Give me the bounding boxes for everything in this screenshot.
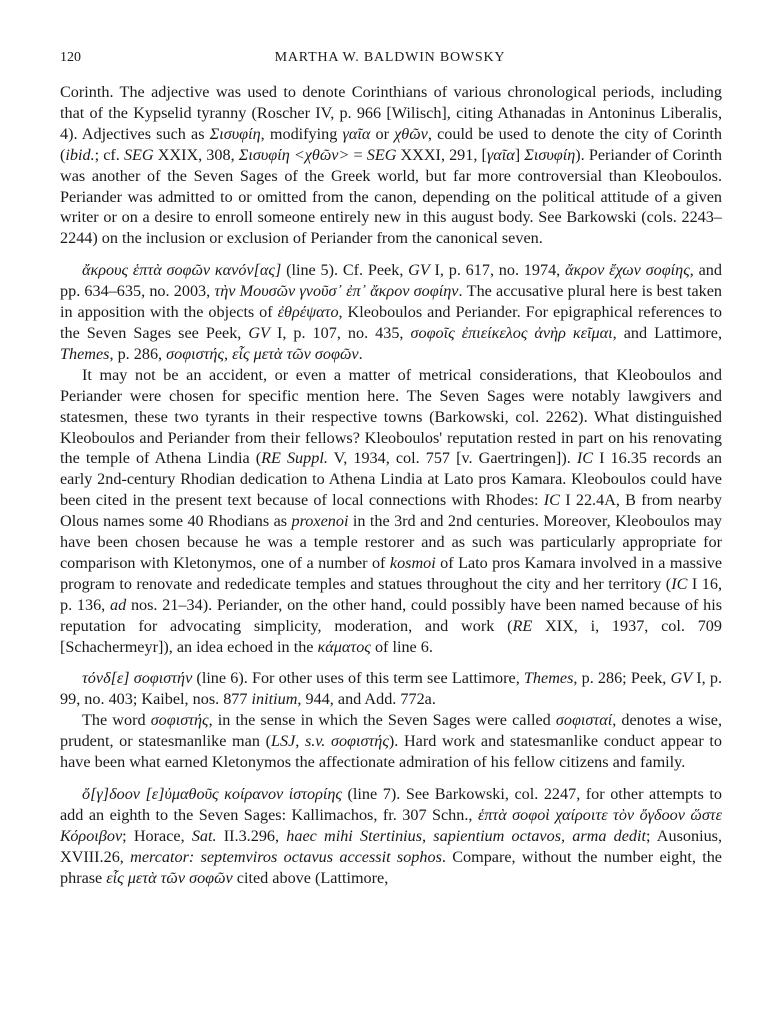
italic-run: LSJ, s.v. σοφιστής bbox=[270, 732, 389, 751]
paragraph-1 bbox=[60, 82, 722, 249]
italic-run: ἑπτὰ σοφοὶ χαίροιτε τὸν ὄγδοον ὥστε Κόροιβον bbox=[60, 805, 722, 845]
paragraph-3 bbox=[60, 365, 722, 658]
text-run: , and pp. 634–635, no. 2003, bbox=[60, 261, 722, 301]
text-run: ] bbox=[514, 145, 525, 164]
italic-run: GV bbox=[248, 323, 270, 342]
text-run: I, p. 617, no. 1974, bbox=[429, 261, 565, 280]
italic-run: RE bbox=[512, 616, 533, 635]
text-run: ; Horace, bbox=[122, 826, 192, 845]
italic-run: Sat. bbox=[191, 826, 217, 845]
italic-run: GV bbox=[670, 669, 693, 688]
italic-run: ὄ[γ]δοον [ε]ὐμαθοῦς κοίρανον ἱστορίης bbox=[82, 785, 342, 803]
text-run: , p. 286, bbox=[109, 344, 167, 363]
text-run: ; cf. bbox=[94, 145, 124, 164]
italic-run: ad bbox=[110, 595, 127, 614]
italic-run: haec mihi Stertinius, sapientium octavos, arma dedit bbox=[286, 826, 646, 845]
italic-run: proxenoi bbox=[291, 512, 349, 531]
italic-run: ibid. bbox=[65, 145, 95, 164]
italic-run: Themes bbox=[60, 344, 110, 363]
text-run: (line 5). Cf. Peek, bbox=[281, 261, 409, 280]
italic-run: IC bbox=[543, 491, 560, 510]
italic-run: γαῖα bbox=[342, 124, 371, 143]
italic-run: τόνδ[ε] σοφιστήν bbox=[82, 669, 193, 688]
italic-run: SEG bbox=[366, 145, 397, 164]
text-run: XXIX, 308, bbox=[153, 145, 239, 164]
text-run: , 944, and Add. 772a. bbox=[297, 690, 436, 709]
text-run: . bbox=[358, 344, 363, 363]
text-run: ; Ausonius, XVIII.26, bbox=[60, 826, 723, 866]
text-run: The word bbox=[82, 711, 151, 730]
italic-run: initium bbox=[251, 690, 298, 709]
text-run: XIX, i, 1937, col. 709 [Schachermeyr]), an idea echoed in the bbox=[60, 616, 722, 656]
text-run: , in the sense in which the Seven Sages were called bbox=[208, 711, 556, 730]
text-run: . The accusative plural here is best taken in apposition with the objects of bbox=[60, 282, 723, 322]
italic-run: σοφισταί bbox=[555, 711, 613, 730]
text-run: I 16, p. 136, bbox=[60, 574, 722, 614]
text-run: I, p. 107, no. 435, bbox=[269, 323, 411, 342]
text-run: nos. 21–34). Periander, on the other hand, could possibly have been named because of his reputation for advocating simplicity, moderation, and work ( bbox=[60, 595, 722, 635]
italic-run: Σισυφίη bbox=[524, 145, 576, 164]
italic-run: κάματος bbox=[317, 637, 371, 656]
text-run: I 22.4A, B from nearby Olous names some 40 Rhodians as bbox=[60, 491, 722, 531]
text-run: of Lato pros Kamara involved in a massive program to renovate and rededicate temples and statues throughout the city and her territory ( bbox=[60, 553, 722, 593]
italic-run: σοφιστής, εἷς μετὰ τῶν σοφῶν bbox=[166, 344, 359, 363]
italic-run: RE Suppl. bbox=[261, 449, 328, 468]
paragraph-6 bbox=[60, 784, 722, 889]
italic-run: σοφιστής bbox=[150, 711, 209, 730]
italic-run: Themes bbox=[523, 669, 574, 688]
text-run: of line 6. bbox=[370, 637, 433, 656]
italic-run: ἐθρέψατο bbox=[277, 303, 339, 322]
italic-run: kosmoi bbox=[389, 553, 436, 572]
text-run: , could be used to denote the city of Corinth ( bbox=[60, 124, 722, 164]
italic-run: εἷς μετὰ τῶν σοφῶν bbox=[106, 868, 233, 887]
text-run: It may not be an accident, or even a matter of metrical considerations, that Kleoboulos and Periander were chosen for specific mention here. The Seven Sages were notably lawgivers and statesmen, these two tyrants in their respective towns (Barkowski, col. 2262). What distinguished Kleoboulos and Periander from their fellows? Kleoboulos' reputation rested in part on his renovating the temple of Athena Lindia ( bbox=[60, 365, 722, 468]
text-run: ). Hard work and statesmanlike conduct appear to have been what earned Kletonymos the affectionate admiration of his fellow citizens and family. bbox=[60, 732, 722, 772]
text-run: , p. 286; Peek, bbox=[573, 669, 671, 688]
body-text bbox=[60, 82, 722, 889]
text-run: I 16.35 records an early 2nd-century Rhodian dedication to Athena Lindia at Lato pros Kamara. Kleoboulos could have been cited in the present text because of local connections with Rhodes: bbox=[60, 449, 722, 510]
italic-run: mercator: septemviros octavus accessit sophos bbox=[130, 847, 442, 866]
text-run: V, 1934, col. 757 [v. Gaertringen]). bbox=[327, 449, 577, 468]
text-run: . Compare, without the number eight, the phrase bbox=[60, 847, 722, 887]
italic-run: Σισυφίη <χθῶν> bbox=[238, 145, 350, 164]
italic-run: σοφοῖς ἐπιείκελος ἀνὴρ κεῖμαι bbox=[410, 323, 613, 342]
text-run: Corinth. The adjective was used to denote Corinthians of various chronological periods, including that of the Kypselid tyranny (Roscher IV, p. 966 [Wilisch], citing Athanadas in Antoninus Liberalis, 4). Adjectives such as bbox=[60, 83, 722, 143]
italic-run: IC bbox=[576, 449, 594, 468]
italic-run: Σισυφίη bbox=[209, 124, 261, 143]
italic-run: GV bbox=[408, 261, 430, 280]
italic-run: ἄκρον ἔχων σοφίης bbox=[565, 261, 690, 280]
text-run: , modifying bbox=[260, 124, 343, 143]
text-run: ). Periander of Corinth was another of the Seven Sages of the Greek world, but far more controversial than Kleoboulos. Periander was admitted to or omitted from the canon, depending on the political attitude of a given writer or on a desire to enroll someone entirely new in this august body. See Barkowski (cols. 2243–2244) on the inclusion or exclusion of Periander from the canonical seven. bbox=[60, 145, 722, 248]
paragraph-2 bbox=[60, 260, 722, 365]
text-run: or bbox=[370, 124, 395, 143]
text-run: in the 3rd and 2nd centuries. Moreover, Kleoboulos may have been chosen because he was a temple restorer and as such was particularly appropriate for comparison with Kletonymos, one of a number of bbox=[60, 512, 722, 572]
text-run: XXXI, 291, [ bbox=[396, 145, 487, 164]
text-run: (line 7). See Barkowski, col. 2247, for other attempts to add an eighth to the Seven Sages: Kallimachos, fr. 307 Schn., bbox=[60, 785, 722, 824]
running-title: MARTHA W. BALDWIN BOWSKY bbox=[274, 50, 506, 65]
italic-run: χθῶν bbox=[394, 124, 428, 143]
italic-run: τὴν Μουσῶν γνοῦσ᾽ ἐπ᾽ ἄκρον σοφίην bbox=[214, 282, 459, 301]
italic-run: SEG bbox=[123, 145, 154, 164]
italic-run: IC bbox=[671, 574, 688, 593]
text-run: , Kleoboulos and Periander. For epigraphical references to the Seven Sages see Peek, bbox=[60, 303, 722, 342]
paragraph-4 bbox=[60, 668, 722, 710]
text-run: II.3.296, bbox=[216, 826, 287, 845]
page-number: 120 bbox=[60, 50, 81, 65]
text-run: (line 6). For other uses of this term see Lattimore, bbox=[192, 669, 524, 688]
page-header bbox=[60, 50, 720, 74]
text-run: cited above (Lattimore, bbox=[232, 868, 389, 887]
italic-run: γαῖα bbox=[486, 145, 515, 164]
text-run: , and Lattimore, bbox=[612, 323, 722, 342]
paragraph-5 bbox=[60, 710, 722, 773]
italic-run: ἄκρους ἑπτὰ σοφῶν κανόν[ας] bbox=[82, 261, 282, 280]
text-run: , denotes a wise, prudent, or statesmanlike man ( bbox=[60, 711, 722, 751]
text-run: = bbox=[349, 145, 367, 164]
text-run: I, p. 99, no. 403; Kaibel, nos. 877 bbox=[60, 669, 722, 709]
